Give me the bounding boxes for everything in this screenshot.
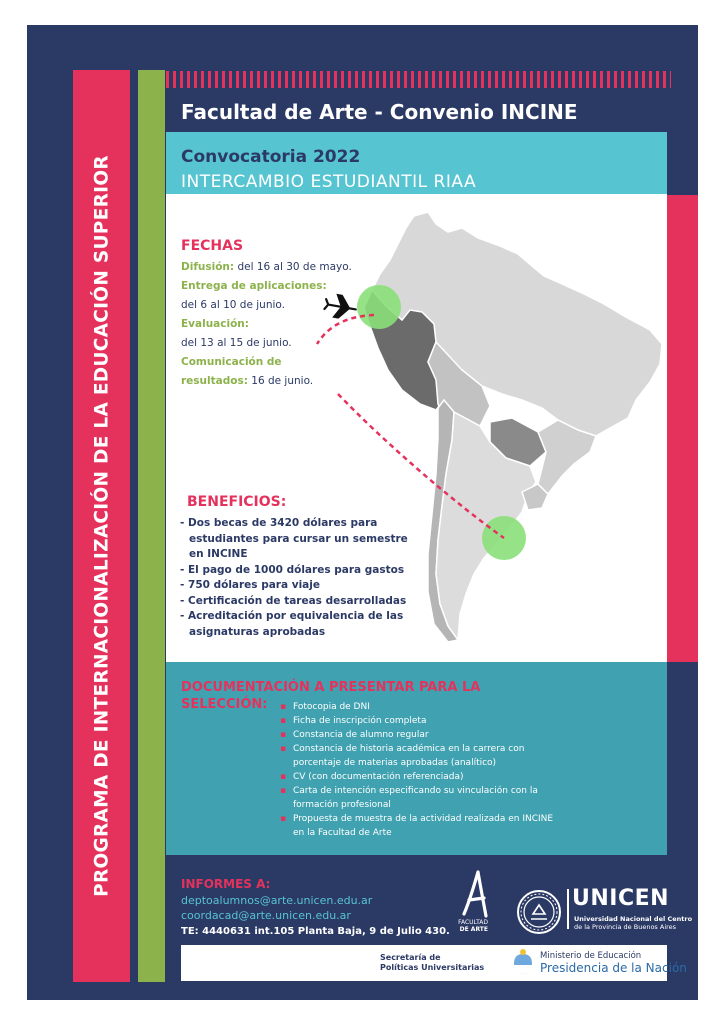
informes-title: INFORMES A: xyxy=(181,877,271,891)
fecha-comunicacion-label-line xyxy=(181,356,282,368)
ministerio-line2: Presidencia de la Nación xyxy=(540,961,687,975)
documento-item: ▪ Constancia de historia académica en la carrera con porcentaje de materias aprobadas (analítico) xyxy=(280,742,560,770)
unicen-divider xyxy=(567,889,569,929)
documento-item: ▪ Constancia de alumno regular xyxy=(280,728,560,742)
documentacion-title-line1: DOCUMENTACIÓN A PRESENTAR PARA LA xyxy=(181,680,481,695)
fecha-resultados xyxy=(181,375,313,387)
fecha-comunicacion-label: Comunicación de xyxy=(181,356,282,368)
beneficio-item: - 750 dólares para viaje xyxy=(180,579,320,591)
documento-item: ▪ Fotocopia de DNI xyxy=(280,700,560,714)
documento-item: ▪ CV (con documentación referenciada) xyxy=(280,770,560,784)
decorative-stripes xyxy=(166,71,671,88)
fecha-resultados-value: 16 de junio. xyxy=(247,375,314,387)
fecha-entrega-label-line xyxy=(181,280,327,292)
unicen-subtitle-2: de la Provincia de Buenos Aires xyxy=(574,923,677,931)
fecha-resultados-label: resultados: xyxy=(181,375,248,387)
documento-item: ▪ Carta de intención especificando su vinculación con la formación profesional xyxy=(280,784,560,812)
beneficio-item: - Acreditación por equivalencia de las asignaturas aprobadas xyxy=(180,610,404,638)
vertical-program-title: PROGRAMA DE INTERNACIONALIZACIÓN DE LA EDUCACIÓN SUPERIOR xyxy=(91,155,112,897)
fecha-difusion-value: del 16 al 30 de mayo. xyxy=(234,261,352,273)
beneficios-list xyxy=(180,516,410,640)
secretaria-line2: Políticas Universitarias xyxy=(380,963,485,972)
fecha-entrega-value: del 6 al 10 de junio. xyxy=(181,299,285,311)
beneficio-item: - El pago de 1000 dólares para gastos xyxy=(180,563,405,576)
documentacion-list xyxy=(280,700,560,840)
documentacion-title-line2: SELECCIÓN: xyxy=(181,697,268,712)
airplane-icon xyxy=(323,293,357,320)
documento-item: ▪ Ficha de inscripción completa xyxy=(280,714,560,728)
fecha-difusion xyxy=(181,261,352,273)
facultad-logo-line1: FACULTAD xyxy=(458,919,488,926)
beneficio-item: - Certificación de tareas desarrolladas xyxy=(180,594,407,607)
secretaria-line1: Secretaría de xyxy=(380,953,441,962)
main-title: Facultad de Arte - Convenio INCINE xyxy=(181,100,578,124)
convocatoria-year: Convocatoria 2022 xyxy=(181,147,361,167)
lima-highlight xyxy=(357,285,401,329)
argentina-coat-of-arms-icon xyxy=(512,948,534,976)
facultad-arte-logo xyxy=(458,870,500,934)
fecha-evaluacion-label: Evaluación: xyxy=(181,318,249,330)
telefono-direccion: TE: 4440631 int.105 Planta Baja, 9 de Julio 430. xyxy=(181,926,450,937)
unicen-subtitle-1: Universidad Nacional del Centro xyxy=(574,915,693,923)
unicen-seal-icon xyxy=(516,889,562,935)
fecha-difusion-label: Difusión: xyxy=(181,261,235,273)
email-coordacad-link[interactable]: coordacad@arte.unicen.edu.ar xyxy=(181,909,351,922)
fecha-evaluacion-label-line xyxy=(181,318,249,330)
fechas-title: FECHAS xyxy=(181,238,244,254)
vertical-title-container xyxy=(73,70,130,982)
unicen-name: UNICEN xyxy=(572,886,670,911)
right-pink-bar xyxy=(667,195,698,662)
beneficio-item: - Dos becas de 3420 dólares para estudiantes para cursar un semestre en INCINE xyxy=(180,517,408,560)
facultad-logo-line2: DE ARTE xyxy=(459,926,488,933)
convocatoria-subtitle: INTERCAMBIO ESTUDIANTIL RIAA xyxy=(181,172,477,192)
fecha-evaluacion-value: del 13 al 15 de junio. xyxy=(181,337,292,349)
ministerio-line1: Ministerio de Educación xyxy=(540,951,642,961)
beneficios-title: BENEFICIOS: xyxy=(187,494,287,510)
email-deptoalumnos-link[interactable]: deptoalumnos@arte.unicen.edu.ar xyxy=(181,894,373,907)
vertical-green-bar xyxy=(138,70,165,982)
documento-item: ▪ Propuesta de muestra de la actividad realizada en INCINE en la Facultad de Arte xyxy=(280,812,560,840)
fecha-entrega-label: Entrega de aplicaciones: xyxy=(181,280,327,292)
